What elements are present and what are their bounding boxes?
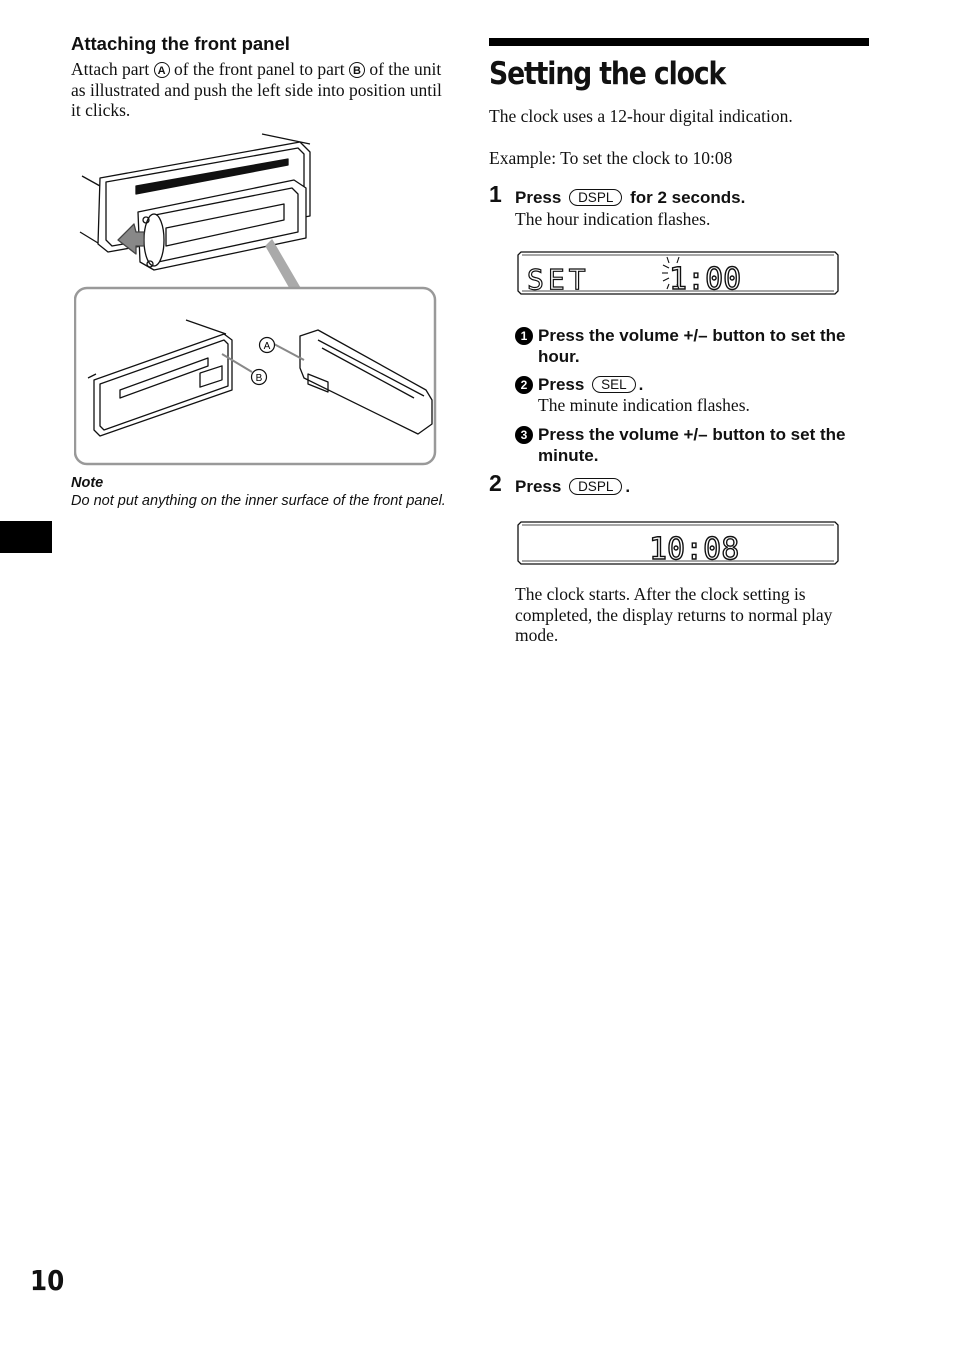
substep-1 (515, 325, 869, 367)
substep-1-text: Press the volume +/– button to set the hour. (538, 326, 846, 366)
note-title: Note (71, 475, 104, 491)
edge-line (262, 134, 310, 144)
attaching-section (71, 32, 451, 121)
substep-2-bullet: 2 (515, 376, 533, 394)
attach-text-1: Attach part (71, 59, 150, 79)
step-1-press: Press (515, 188, 562, 207)
title-rule (489, 38, 869, 46)
edge-line (80, 232, 98, 243)
substep-2-press: Press (538, 375, 585, 394)
step-1-instruction (515, 187, 745, 208)
substep-3-bullet: 3 (515, 426, 533, 444)
lcd-display-time (517, 521, 839, 565)
sel-key-icon: SEL (592, 376, 636, 393)
lcd-clock-text: 10:08 (649, 532, 740, 565)
section-tab (0, 521, 52, 553)
step-2-press: Press (515, 477, 562, 496)
edge-line (82, 176, 100, 186)
callout-cone (266, 240, 300, 288)
dspl-key-icon: DSPL (569, 478, 622, 495)
substep-2-desc: The minute indication flashes. (538, 395, 750, 415)
step-1-number: 1 (489, 181, 502, 207)
example-text: Example: To set the clock to 10:08 (489, 148, 733, 168)
lcd-time-text: 1:00 (669, 262, 742, 295)
callout-b-label: B (255, 373, 263, 384)
dspl-key-icon: DSPL (569, 189, 622, 206)
substep-3 (515, 424, 869, 466)
substep-2-suffix: . (638, 375, 644, 394)
setting-clock-section (489, 38, 869, 645)
note-text: Do not put anything on the inner surface of the front panel. (71, 493, 446, 509)
step-1-desc: The hour indication flashes. (515, 209, 711, 229)
attaching-instructions (71, 59, 451, 121)
attaching-heading: Attaching the front panel (71, 33, 290, 54)
lcd-display-set (517, 251, 839, 295)
part-a-marker: A (154, 62, 170, 78)
lcd-set-text: SET (527, 263, 590, 295)
step-2-number: 2 (489, 470, 502, 496)
intro-text: The clock uses a 12-hour digital indication. (489, 106, 793, 126)
substep-2 (515, 374, 869, 416)
step-1-suffix: for 2 seconds. (630, 188, 746, 207)
substep-2-text (538, 374, 869, 395)
panel-left-cap (144, 214, 164, 266)
callout-a-label: A (263, 341, 271, 352)
part-b-marker: B (349, 62, 365, 78)
substep-1-bullet: 1 (515, 327, 533, 345)
step-2-instruction (515, 476, 630, 497)
note-block (71, 474, 451, 510)
step-2-suffix: . (625, 477, 631, 496)
page-title: Setting the clock (489, 56, 726, 92)
closing-text: The clock starts. After the clock setting is completed, the display returns to normal play mode. (515, 584, 833, 645)
substep-3-text: Press the volume +/– button to set the minute. (538, 425, 846, 465)
front-panel-illustration (74, 128, 438, 468)
attach-text-2: of the front panel to part (173, 59, 345, 79)
page-number: 10 (30, 1264, 65, 1297)
attach-text-3: of the unit as illustrated and push the left side into position until it clicks. (71, 59, 442, 120)
